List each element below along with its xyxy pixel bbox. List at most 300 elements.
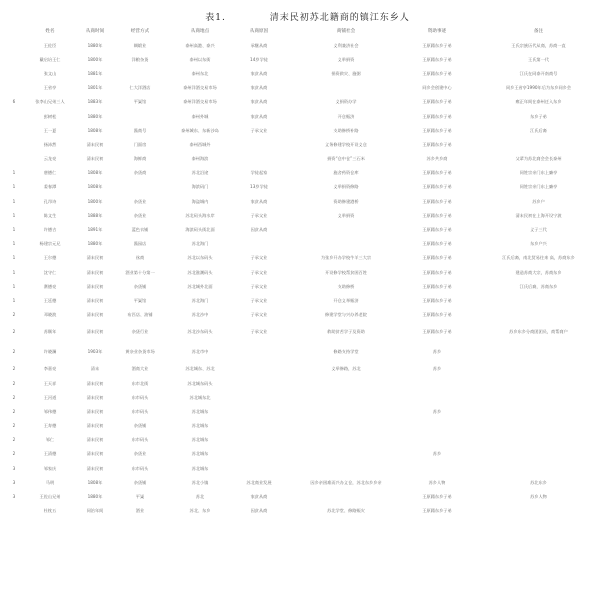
table-cell [406,433,468,447]
table-cell: 王原籍东乡子弟 [422,99,452,105]
table-cell: 王佐臣 [43,42,57,48]
table-cell [286,81,406,95]
table-cell: 苏北、东乡 [189,508,211,514]
table-row [6,419,609,433]
table-row [6,38,609,52]
table-cell [468,390,609,404]
table-cell: 赛德亮 [43,283,57,289]
table-cell: 义举修路，苏北 [331,366,361,372]
table-row [6,447,609,461]
table-cell: 苏北海门 [191,297,209,303]
row-index: 3 [12,494,16,500]
table-cell: 王清德 [43,451,57,457]
table-cell: 王原籍东乡子弟 [422,70,452,76]
row-index: 1 [12,241,16,247]
table-cell: 杂货行业 [131,329,149,335]
table-cell: 清末民初 [86,423,104,429]
table-body [6,38,609,518]
table-cell: 清末民初 [86,465,104,471]
table-cell: 清末民初 [86,141,104,147]
table-cell: 1880年 [87,42,103,48]
table-cell: 孔昂诗 [43,198,57,204]
table-cell: 施舍药资仓库 [333,170,359,176]
table-cell: 苏北城东码头 [187,380,213,386]
table-cell: 王天祥 [43,380,57,386]
table-cell: 13岁学徒 [250,184,268,190]
table-cell: 杂货铺 [133,423,147,429]
table-cell: 学徒起家 [250,170,268,176]
table-cell: 泰州洋酒交易市场 [183,85,217,91]
table-cell: 苏北城东北 [189,394,211,400]
table-cell: 王原籍东乡子弟 [422,198,452,204]
table-cell: 支助修桥 [337,283,355,289]
table-cell: 苏北城东 [191,437,209,443]
table-row [6,376,609,390]
table-row [6,95,609,109]
table-cell: 江氏后裔，苏商东乡 [519,283,558,289]
table-cell: 泰州海滨 [191,156,209,162]
table-cell: 彭树松 [43,113,57,119]
table-cell [232,376,286,390]
table-cell: 王原籍东乡子弟 [422,269,452,275]
table-row [6,475,609,489]
table-cell: 苏北商业发展 [246,479,272,485]
row-index [6,504,22,518]
table-cell [468,461,609,475]
table-cell [232,461,286,475]
table-cell: 清末民初 [86,283,104,289]
table-cell: 王原籍东乡子弟 [422,283,452,289]
table-row [6,308,609,322]
table-cell [286,447,406,461]
table-cell: 因贫从商 [250,227,268,233]
table-cell: 泰州外城 [191,113,209,119]
table-row [6,66,609,80]
table-cell: 杂货铺 [133,283,147,289]
table-cell: 同乡会创建中心 [422,85,452,91]
table-cell: 家贫从商 [250,70,268,76]
table-row [6,433,609,447]
table-cell: 苏北沿途 [191,170,209,176]
table-cell: 苏乡共乡商 [426,156,448,162]
table-cell [286,222,406,236]
table-cell: 杂货业 [133,212,147,218]
table-cell: 苏乡户 [532,198,545,204]
row-index: 1 [12,283,16,289]
table-cell: 苏顺年 [43,329,57,335]
table-cell: 东市码头 [131,465,149,471]
table-cell: 1888年 [87,212,103,218]
table-cell: 苏北码头海水岸 [185,212,215,218]
table-cell: 家贫从商 [250,99,268,105]
table-cell: 平粜馆 [133,99,147,105]
table-row [6,109,609,123]
row-index: 1 [12,227,16,233]
table-cell [286,419,406,433]
table-cell: 1883年 [87,99,103,105]
table-cell: 杂货业 [133,198,147,204]
table-cell [468,137,609,151]
table-cell: 苏北东乡 [530,479,547,485]
table-cell: 清末民初 [86,269,104,275]
table-cell [406,390,468,404]
row-index: 2 [12,366,16,372]
table-cell: 子承父业 [250,269,268,275]
row-index: 6 [12,99,16,105]
table-cell: 王原籍东乡子弟 [422,184,452,190]
row-index: 2 [12,380,16,386]
table-row [6,222,609,236]
table-cell: 平粜 [135,494,145,500]
table-row [6,251,609,265]
table-row [6,137,609,151]
table-cell: 清末民初 [86,437,104,443]
table-cell [286,461,406,475]
table-row [6,152,609,166]
table-cell: 1800年 [87,198,103,204]
table-cell [468,308,609,322]
table-cell: 王河道 [43,394,57,400]
table-cell: 王一夏 [43,127,57,133]
table-cell: 东市码头 [131,408,149,414]
table-cell: 苏乡 [432,408,442,414]
table-row [6,123,609,137]
table-cell: 王原籍东乡子弟 [422,255,452,261]
table-cell: 清末民初 [86,380,104,386]
table-cell: 苏北学堂、修路赈灾 [327,508,365,514]
table-cell [112,109,168,123]
table-cell: 义捐资办学 [335,99,357,105]
column-header: 商铺社会 [336,28,356,34]
table-cell: 酱园店 [133,241,147,247]
table-cell [468,376,609,390]
table-cell [468,342,609,362]
row-index [6,52,22,66]
table-row [6,180,609,194]
table-cell: 王原籍东乡子弟 [422,241,452,247]
table-cell: 1880年 [87,113,103,119]
document-title [0,10,615,23]
table-cell: 苏北城东、苏北 [185,366,215,372]
table-cell: 1880年 [87,241,103,247]
table-cell: 东市北街 [131,380,149,386]
table-cell: 苏乡人物 [530,494,547,500]
table-cell: 邹仁 [45,437,55,443]
table-cell: 东市码头 [131,437,149,443]
table-cell: 苏乡东乡分商团团员，商帮商户 [509,329,568,335]
table-cell: 王原籍东乡子弟 [422,141,452,147]
table-cell [286,433,406,447]
table-row [6,342,609,362]
table-cell: 同治年间 [86,508,104,514]
row-index: 1 [12,269,16,275]
merchants-table [6,24,609,518]
table-cell: 因贫从商 [250,508,268,514]
table-cell: 同乡王省亭1990年后为东乡同乡会 [505,85,572,91]
table-row [6,52,609,66]
table-row [6,322,609,342]
table-label: 表1. [205,13,226,23]
table-row [6,504,609,518]
row-index: 1 [12,255,16,261]
table-cell: 姜春潭 [43,184,57,190]
table-cell: 马明 [45,479,55,485]
table-cell: 子承父业 [250,127,268,133]
table-cell: 苏北城东 [191,451,209,457]
table-cell: 王原籍东乡子弟 [422,494,452,500]
row-index [6,66,22,80]
table-cell: 邹伟德 [43,408,57,414]
table-cell: 1808年 [87,170,103,176]
table-cell: 1808年 [87,184,103,190]
table-cell: 雍正年间在泰州迁入东乡 [515,99,562,105]
table-cell: 捐资“仓中仓”三石米 [327,156,365,162]
table-cell: 张文山 [43,70,57,76]
table-cell: 王省亭 [43,85,57,91]
table-cell: 布匹店、油铺 [127,312,153,318]
table-cell: 酒业 [135,508,145,514]
table-cell: 门面房 [133,141,147,147]
table-cell: 王寿德 [43,423,57,429]
table-cell [112,180,168,194]
table-cell: 洋粮杂货 [131,56,149,62]
table-cell: 泰州洋酒交易市场 [183,99,217,105]
table-cell: 因乡亲困难而兴办义仓，苏北东乡乡亲 [310,479,382,485]
table-cell: 泰州高港、泰兴 [185,42,215,48]
table-cell: 王原籍东乡子弟 [422,127,452,133]
table-cell: 苏北沙中 [191,312,209,318]
row-index [6,81,22,95]
table-cell: 东市码头 [131,394,149,400]
table-cell: 苏北城东 [191,408,209,414]
table-cell: 绸缎业 [133,42,147,48]
table-cell: 为张乡开办学校牛羊三大宗 [320,255,372,261]
row-index: 2 [12,408,16,414]
table-cell [112,66,168,80]
row-index [6,123,22,137]
table-row [6,194,609,208]
table-cell-extra: 高，苏商东乡 [549,255,575,261]
table-cell: 平粜馆 [133,297,147,303]
table-cell: 开仓义举赈济 [333,297,359,303]
row-index: 2 [12,423,16,429]
table-row [6,279,609,293]
row-index: 2 [12,394,16,400]
table-cell: 清末民初 [86,297,104,303]
table-cell [232,419,286,433]
table-cell: 苏北城东 [191,423,209,429]
row-index: 2 [12,329,16,335]
table-cell: 酱商号 [133,127,147,133]
table-cell: 王原籍东乡子弟 [422,170,452,176]
table-cell: 戴启诒王仁 [39,56,61,62]
table-cell: 海滨码头街北面 [185,227,215,233]
table-cell: 修路支持学堂 [333,349,359,355]
table-row [6,81,609,95]
table-cell: 杨建宗元兄 [39,241,61,247]
table-cell: 家贫从商 [250,494,268,500]
table-cell [232,342,286,362]
table-cell: 义务修建学校开设义仓 [325,141,367,147]
table-cell: 李嘉亮 [43,366,57,372]
column-header: 从商原因 [249,28,269,34]
table-cell: 王原籍东乡子弟 [422,227,452,233]
table-cell [406,376,468,390]
table-cell: 支助修桥补路 [333,127,359,133]
table-cell: 1801年 [87,85,103,91]
table-cell: 捐资救灾、施粥 [331,70,361,76]
row-index: 1 [12,184,16,190]
table-cell: 家贫从商 [250,85,268,91]
table-cell: 陈文生 [43,212,57,218]
table-row [6,265,609,279]
table-row [6,461,609,475]
table-cell: 泰州东北 [191,70,209,76]
table-row [6,489,609,503]
row-index: 1 [12,297,16,303]
table-cell: 王廷德 [43,297,57,303]
table-cell [468,293,609,307]
table-cell: 救助贫苦学子及资助 [327,329,365,335]
row-index: 2 [12,451,16,457]
row-index [6,152,22,166]
row-index: 3 [12,465,16,471]
table-cell: 许德吉 [43,227,57,233]
table-cell: 苏北沙东码头 [187,329,213,335]
column-header: 资助事迹 [427,28,447,34]
table-cell: 开仓赈济 [337,113,355,119]
table-cell: 杂货业 [133,451,147,457]
table-row [6,208,609,222]
table-cell: 王原籍东乡子弟 [422,56,452,62]
table-cell: 义利兼济社会 [333,42,359,48]
table-cell: 1808年 [87,127,103,133]
table-row [6,166,609,180]
table-cell [286,237,406,251]
table-cell: 清末民初 [86,312,104,318]
table-cell: 江氏后裔，南北贸易往来 高，苏商东乡 [502,255,575,261]
table-cell: 仁大洋酒店 [129,85,151,91]
table-cell: 王氏宗族历代从商，苏商一直 [511,42,566,48]
table-cell: 清末民初 [86,451,104,457]
table-cell [468,447,609,461]
table-cell: 子承父业 [250,312,268,318]
table-cell: 黄杂业杂货市场 [125,349,155,355]
table-cell: 义举捐资修路 [333,184,359,190]
column-header: 从商时间 [85,28,105,34]
table-cell: 清末 [90,366,100,372]
table-cell: 王原籍东乡子弟 [422,329,452,335]
table-cell: 丝商 [135,255,145,261]
table-cell: 资助修建港桥 [333,198,359,204]
table-cell [232,137,286,151]
table-title: 清末民初苏北籍商的镇江东乡人 [269,13,410,23]
table-row [6,390,609,404]
table-cell: 唐德仁 [43,170,57,176]
table-cell: 子承父业 [250,212,268,218]
table-row [6,237,609,251]
table-cell [406,461,468,475]
table-cell: 家贫从商 [250,198,268,204]
column-header: 经营方式 [130,28,150,34]
table-cell [232,362,286,376]
table-cell: 王原籍东乡子弟 [422,297,452,303]
table-cell [232,433,286,447]
table-cell: 王原籍东乡子弟 [422,312,452,318]
row-index: 1 [12,198,16,204]
table-cell: 泰州城东、东新沙岛 [181,127,219,133]
table-cell [468,504,609,518]
table-cell: 苏北海门 [191,241,209,247]
row-index: 2 [12,349,16,355]
table-row [6,404,609,418]
table-cell: 海滨码门 [191,184,209,190]
table-cell: 海盗城内 [191,198,209,204]
table-cell: 同姓宗亲门东上廉亭 [519,184,558,190]
table-cell: 江氏后裔 [530,127,547,133]
column-header: 备注 [533,28,544,34]
table-cell [232,237,286,251]
table-cell: 1880年 [87,494,103,500]
table-cell: 家贫从商 [250,113,268,119]
table-cell: 王原籍东乡子弟 [422,212,452,218]
table-cell [468,433,609,447]
table-cell [286,376,406,390]
table-cell [286,489,406,503]
table-cell: 清末民初 [86,408,104,414]
table-cell [286,390,406,404]
table-cell: 扬沛然 [43,141,57,147]
table-cell: 清末民初 [86,156,104,162]
table-cell: 1881年 [87,70,103,76]
table-cell: 清末民初 [86,329,104,335]
row-index: 3 [12,479,16,485]
column-header: 姓名 [45,28,55,34]
table-cell: 1800年 [87,56,103,62]
table-cell: 云龙亮 [43,156,57,162]
table-cell: 苏北以东码头 [187,255,213,261]
row-index [6,109,22,123]
table-cell: 苏北涨潮码头 [187,269,213,275]
table-cell: 苏乡 [432,349,442,355]
table-cell: 1891年 [87,227,103,233]
table-cell: 子承父业 [250,329,268,335]
table-cell: 义子三代 [530,227,547,233]
table-cell: 1808年 [87,479,103,485]
table-header-row [6,24,609,38]
table-cell: 酒业第十分第一 [125,269,155,275]
table-cell: 子承父业 [250,255,268,261]
table-cell: 沈守仁 [43,269,57,275]
table-cell: 子承父业 [250,283,268,289]
table-row [6,362,609,376]
table-cell: 修建学堂与兴办养老院 [325,312,367,318]
table-cell: 王原籍东乡子弟 [422,508,452,514]
column-header: 从商地点 [190,28,210,34]
table-cell: 苏北城外北面 [187,283,213,289]
table-cell: 义举捐资 [337,212,355,218]
row-index [6,38,22,52]
table-cell: 父辈为苏北商会会长泰州 [515,156,562,162]
table-cell: 14岁学徒 [250,56,268,62]
table-cell: 杂货商 [133,170,147,176]
table-cell [232,404,286,418]
table-cell: 同姓宗亲门东上廉亭 [519,170,558,176]
table-cell: 王尔德 [43,255,57,261]
table-cell: 王佐山兄弟 [39,494,61,500]
table-cell: 义举捐资 [337,56,355,62]
table-cell: 蓝色衣铺 [131,227,149,233]
